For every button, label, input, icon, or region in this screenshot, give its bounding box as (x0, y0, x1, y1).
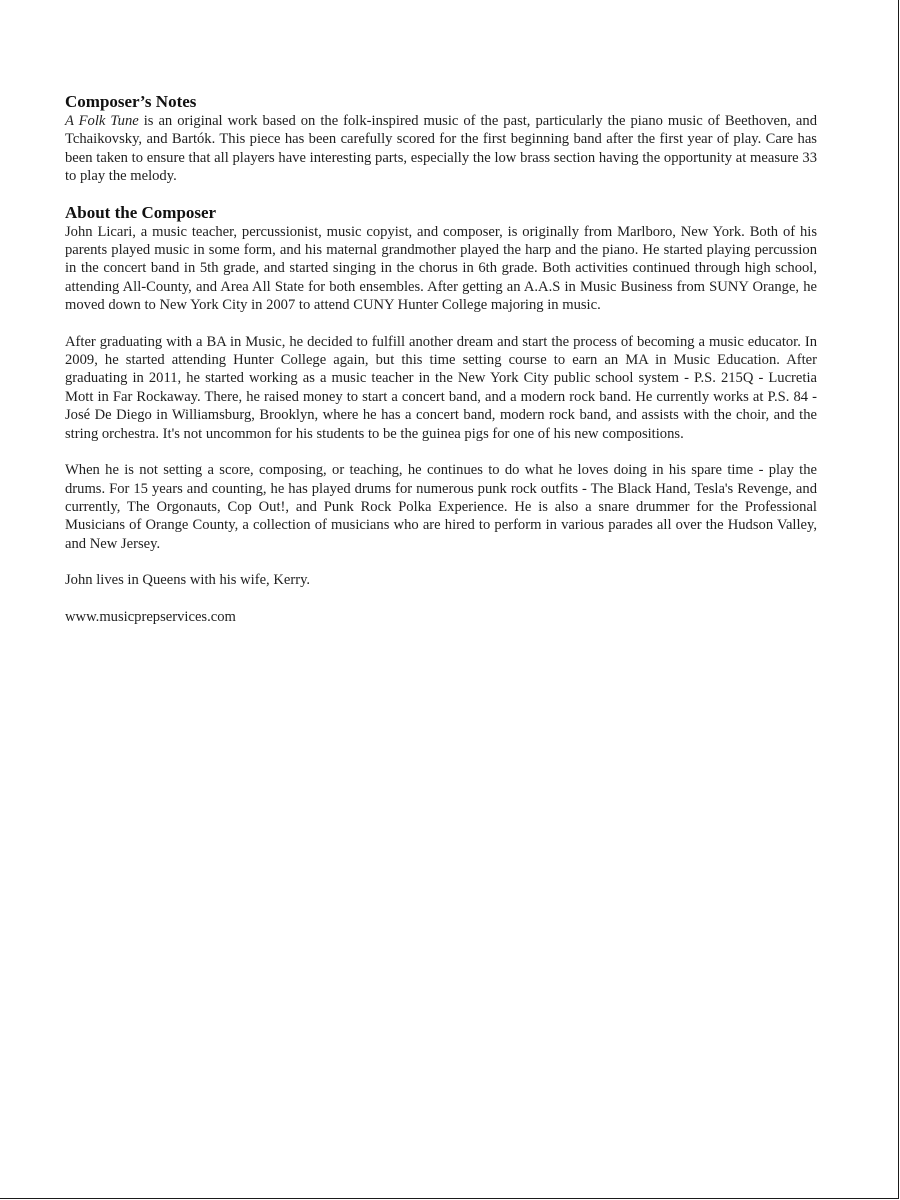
composers-notes-body: is an original work based on the folk-inspired music of the past, particularly the piano music of Beethoven, and Tchaikovsky, and Bartók. This piece has been carefully scored for the first beginning band after the first year of play. Care has been taken to ensure that all players have interesting parts, especially the low brass section having the opportunity at measure 33 to play the melody. (65, 113, 817, 185)
about-composer-section (65, 203, 817, 626)
page-content (65, 92, 817, 626)
bio-paragraph-4: John lives in Queens with his wife, Kerry. (65, 572, 311, 589)
composers-notes-section (65, 92, 817, 186)
composers-notes-heading: Composer’s Notes (65, 92, 197, 111)
about-composer-heading: About the Composer (65, 202, 217, 222)
bio-paragraph-3: When he is not setting a score, composing, or teaching, he continues to do what he loves doing in his spare time - play the drums. For 15 years and counting, he has played drums for numerous punk rock outfits - The Black Hand, Tesla's Revenge, and currently, The Orgonauts, Cop Out!, and Punk Rock Polka Experience. He is also a snare drummer for the Professional Musicians of Orange County, a collection of musicians who are hired to perform in various parades all over the Hudson Valley, and New Jersey. (65, 462, 817, 552)
piece-title: A Folk Tune (65, 113, 139, 129)
composers-notes-paragraph (65, 112, 817, 186)
website-link[interactable]: www.musicprepservices.com (65, 608, 236, 625)
bio-paragraph-2: After graduating with a BA in Music, he decided to fulfill another dream and start the process of becoming a music educator. In 2009, he started attending Hunter College again, but this time setting course to earn an MA in Music Education. After graduating in 2011, he started working as a music teacher in the New York City public school system - P.S. 215Q - Lucretia Mott in Far Rockaway. There, he raised money to start a concert band, and a modern rock band. He currently works at P.S. 84 - José De Diego in Williamsburg, Brooklyn, where he has a concert band, modern rock band, and assists with the choir, and the string orchestra. It's not uncommon for his students to be the guinea pigs for one of his new compositions. (65, 333, 817, 442)
bio-paragraph-1: John Licari, a music teacher, percussionist, music copyist, and composer, is originally from Marlboro, New York. Both of his parents played music in some form, and his maternal grandmother played the harp and the piano. He started playing percussion in the concert band in 5th grade, and started singing in the chorus in 6th grade. Both activities continued through high school, attending All-County, and Area All State for both ensembles. After getting an A.A.S in Music Business from SUNY Orange, he moved down to New York City in 2007 to attend CUNY Hunter College majoring in music. (65, 223, 817, 314)
